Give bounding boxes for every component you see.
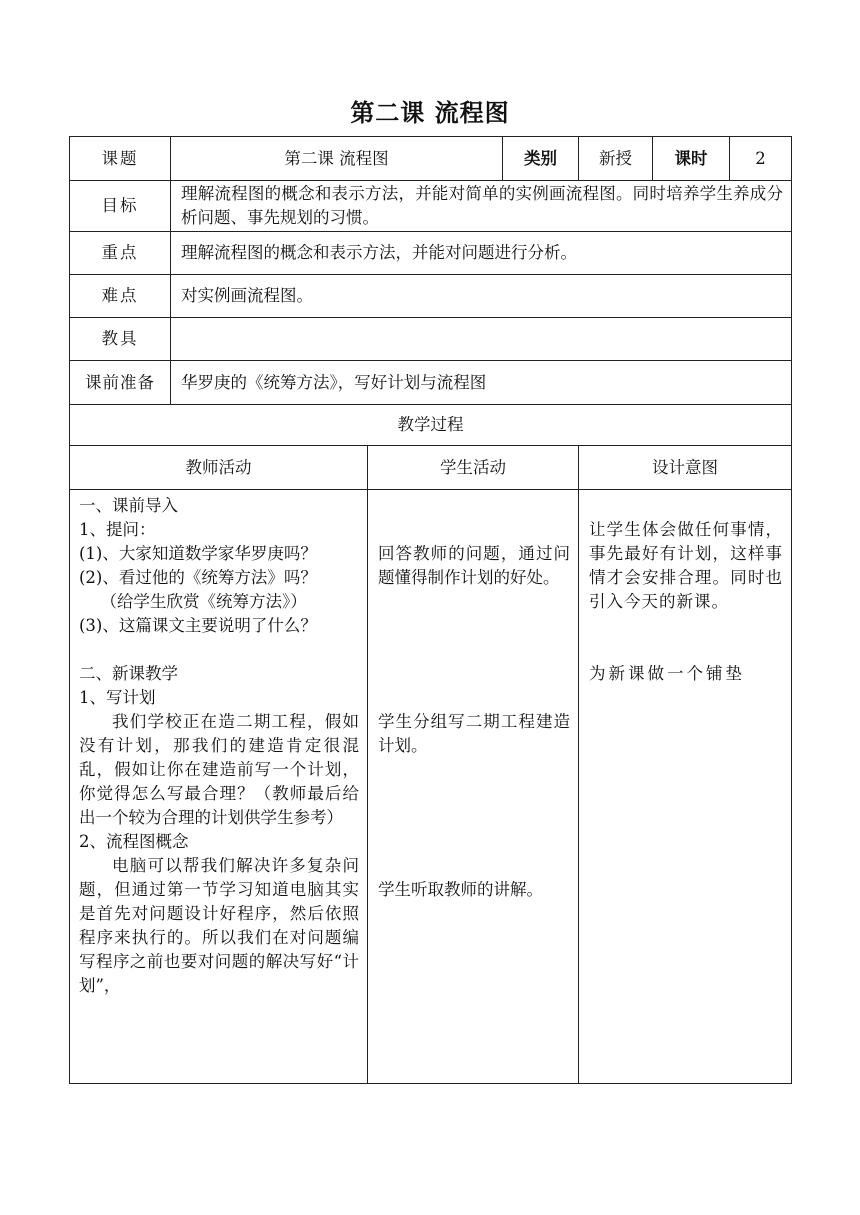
difficulty-row	[70, 275, 792, 318]
process-heading-row	[70, 405, 792, 446]
write-plan-text: 我们学校正在造二期工程，假如没有计划，那我们的建造肯定很混乱，假如让你在建造前写一个计划，你觉得怎么写最合理？（教师最后给出一个较为合理的计划供学生参考）	[79, 712, 359, 827]
periods-value: 2	[730, 137, 792, 181]
page-title: 第二课 流程图	[350, 99, 510, 127]
design-intent-cell	[579, 490, 792, 1084]
student-activity-1: 回答教师的问题，通过问题懂得制作计划的好处。	[378, 544, 570, 587]
topic-value: 第二课 流程图	[171, 137, 503, 181]
key-row	[70, 232, 792, 275]
intro-question-3: (3)、这篇课文主要说明了什么？	[79, 616, 317, 635]
key-label: 重点	[70, 232, 171, 275]
col-design-intent: 设计意图	[579, 446, 792, 490]
prep-label: 课前准备	[70, 361, 171, 405]
flowchart-concept-text: 电脑可以帮我们解决许多复杂问题，但通过第一节学习知道电脑其实是首先对问题设计好程序，然后依照程序来执行的。所以我们在对问题编写程序之前也要对问题的解决写好“计划”，	[79, 856, 359, 995]
topic-label: 课题	[70, 137, 171, 181]
design-intent-2: 为新课做一个铺垫	[589, 664, 745, 683]
section-intro-title: 一、课前导入	[79, 496, 178, 515]
tools-row	[70, 318, 792, 361]
process-heading: 教学过程	[70, 405, 792, 446]
flowchart-concept-title: 2、流程图概念	[79, 832, 189, 851]
student-activity-cell	[368, 490, 579, 1084]
process-content-row	[70, 490, 792, 1084]
student-activity-2: 学生分组写二期工程建造计划。	[378, 712, 570, 755]
category-label: 类别	[503, 137, 579, 181]
category-value: 新授	[579, 137, 653, 181]
key-value: 理解流程图的概念和表示方法，并能对问题进行分析。	[171, 232, 792, 275]
intro-question-1: (1)、大家知道数学家华罗庚吗？	[79, 544, 317, 563]
tools-value	[171, 318, 792, 361]
header-row	[70, 137, 792, 181]
tools-label: 教具	[70, 318, 171, 361]
col-teacher-activity: 教师活动	[70, 446, 368, 490]
col-student-activity: 学生活动	[368, 446, 579, 490]
lesson-plan-table	[69, 136, 792, 1084]
difficulty-label: 难点	[70, 275, 171, 318]
goal-row	[70, 181, 792, 232]
intro-question-heading: 1、提问：	[79, 520, 156, 539]
write-plan-title: 1、写计划	[79, 688, 156, 707]
difficulty-value: 对实例画流程图。	[171, 275, 792, 318]
process-columns-row	[70, 446, 792, 490]
intro-question-2: (2)、看过他的《统筹方法》吗？	[79, 568, 317, 587]
teacher-activity-cell	[70, 490, 368, 1084]
student-activity-3: 学生听取教师的讲解。	[378, 880, 543, 899]
goal-label: 目标	[70, 181, 171, 232]
section-new-lesson-title: 二、新课教学	[79, 664, 178, 683]
prep-row	[70, 361, 792, 405]
prep-value: 华罗庚的《统筹方法》，写好计划与流程图	[171, 361, 792, 405]
intro-question-2-note: （给学生欣赏《统筹方法》）	[100, 592, 307, 611]
design-intent-1: 让学生体会做任何事情，事先最好有计划，这样事情才会安排合理。同时也引入今天的新课。	[589, 520, 783, 611]
periods-label: 课时	[653, 137, 730, 181]
goal-value: 理解流程图的概念和表示方法，并能对简单的实例画流程图。同时培养学生养成分析问题、事先规划的习惯。	[171, 181, 792, 232]
